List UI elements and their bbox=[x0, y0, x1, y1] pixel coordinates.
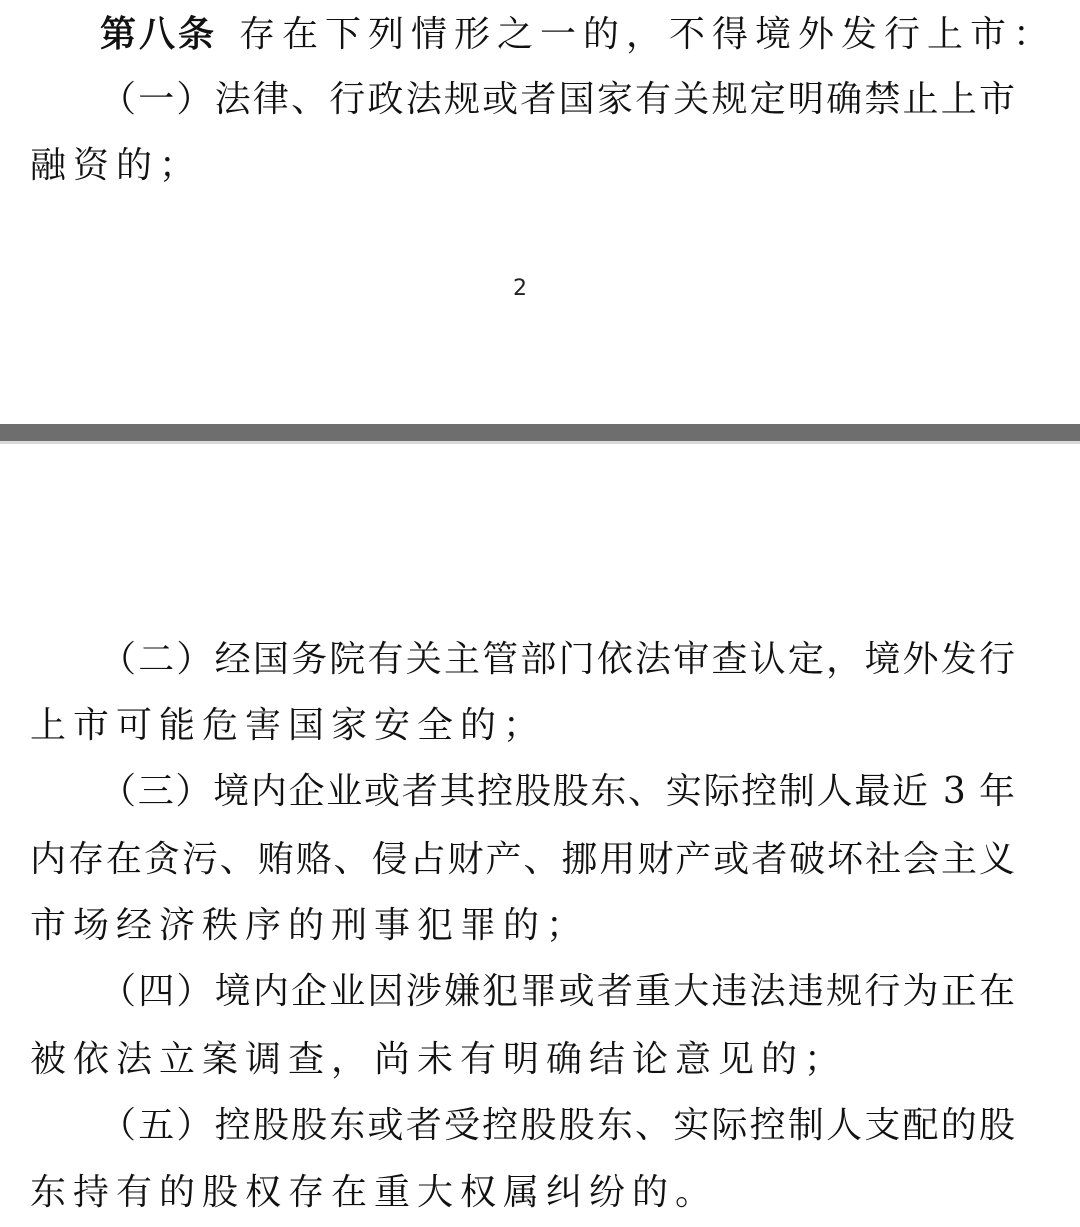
item-4-line-1: （四）境内企业因涉嫌犯罪或者重大违法违规行为正在 bbox=[100, 971, 1015, 1012]
item-4-line-2: 被依法立案调查，尚未有明确结论意见的； bbox=[30, 1039, 848, 1080]
item-2-line-2: 上市可能危害国家安全的； bbox=[30, 705, 547, 746]
page-number: 2 bbox=[513, 276, 527, 301]
item-3-line-2: 内存在贪污、贿赂、侵占财产、挪用财产或者破坏社会主义 bbox=[30, 839, 1015, 880]
item-3-line-1: （三）境内企业或者其控股股东、实际控制人最近 3 年 bbox=[100, 771, 1015, 812]
article-lead-text: 存在下列情形之一的，不得境外发行上市： bbox=[239, 14, 1057, 55]
item-2-line-1: （二）经国务院有关主管部门依法审查认定，境外发行 bbox=[100, 639, 1015, 680]
document-page-bottom bbox=[0, 444, 1080, 1227]
article-number-label: 第八条 bbox=[100, 13, 218, 55]
page-separator bbox=[0, 424, 1080, 444]
item-5-line-1: （五）控股股东或者受控股股东、实际控制人支配的股 bbox=[100, 1105, 1015, 1146]
item-3-line-3: 市场经济秩序的刑事犯罪的； bbox=[30, 905, 590, 946]
article-8-heading bbox=[100, 13, 1057, 55]
item-1-line-2: 融资的； bbox=[30, 145, 203, 186]
document-page-top bbox=[0, 0, 1080, 424]
item-5-line-2: 东持有的股权存在重大权属纠纷的。 bbox=[30, 1172, 719, 1213]
item-1-line-1: （一）法律、行政法规或者国家有关规定明确禁止上市 bbox=[100, 79, 1015, 120]
